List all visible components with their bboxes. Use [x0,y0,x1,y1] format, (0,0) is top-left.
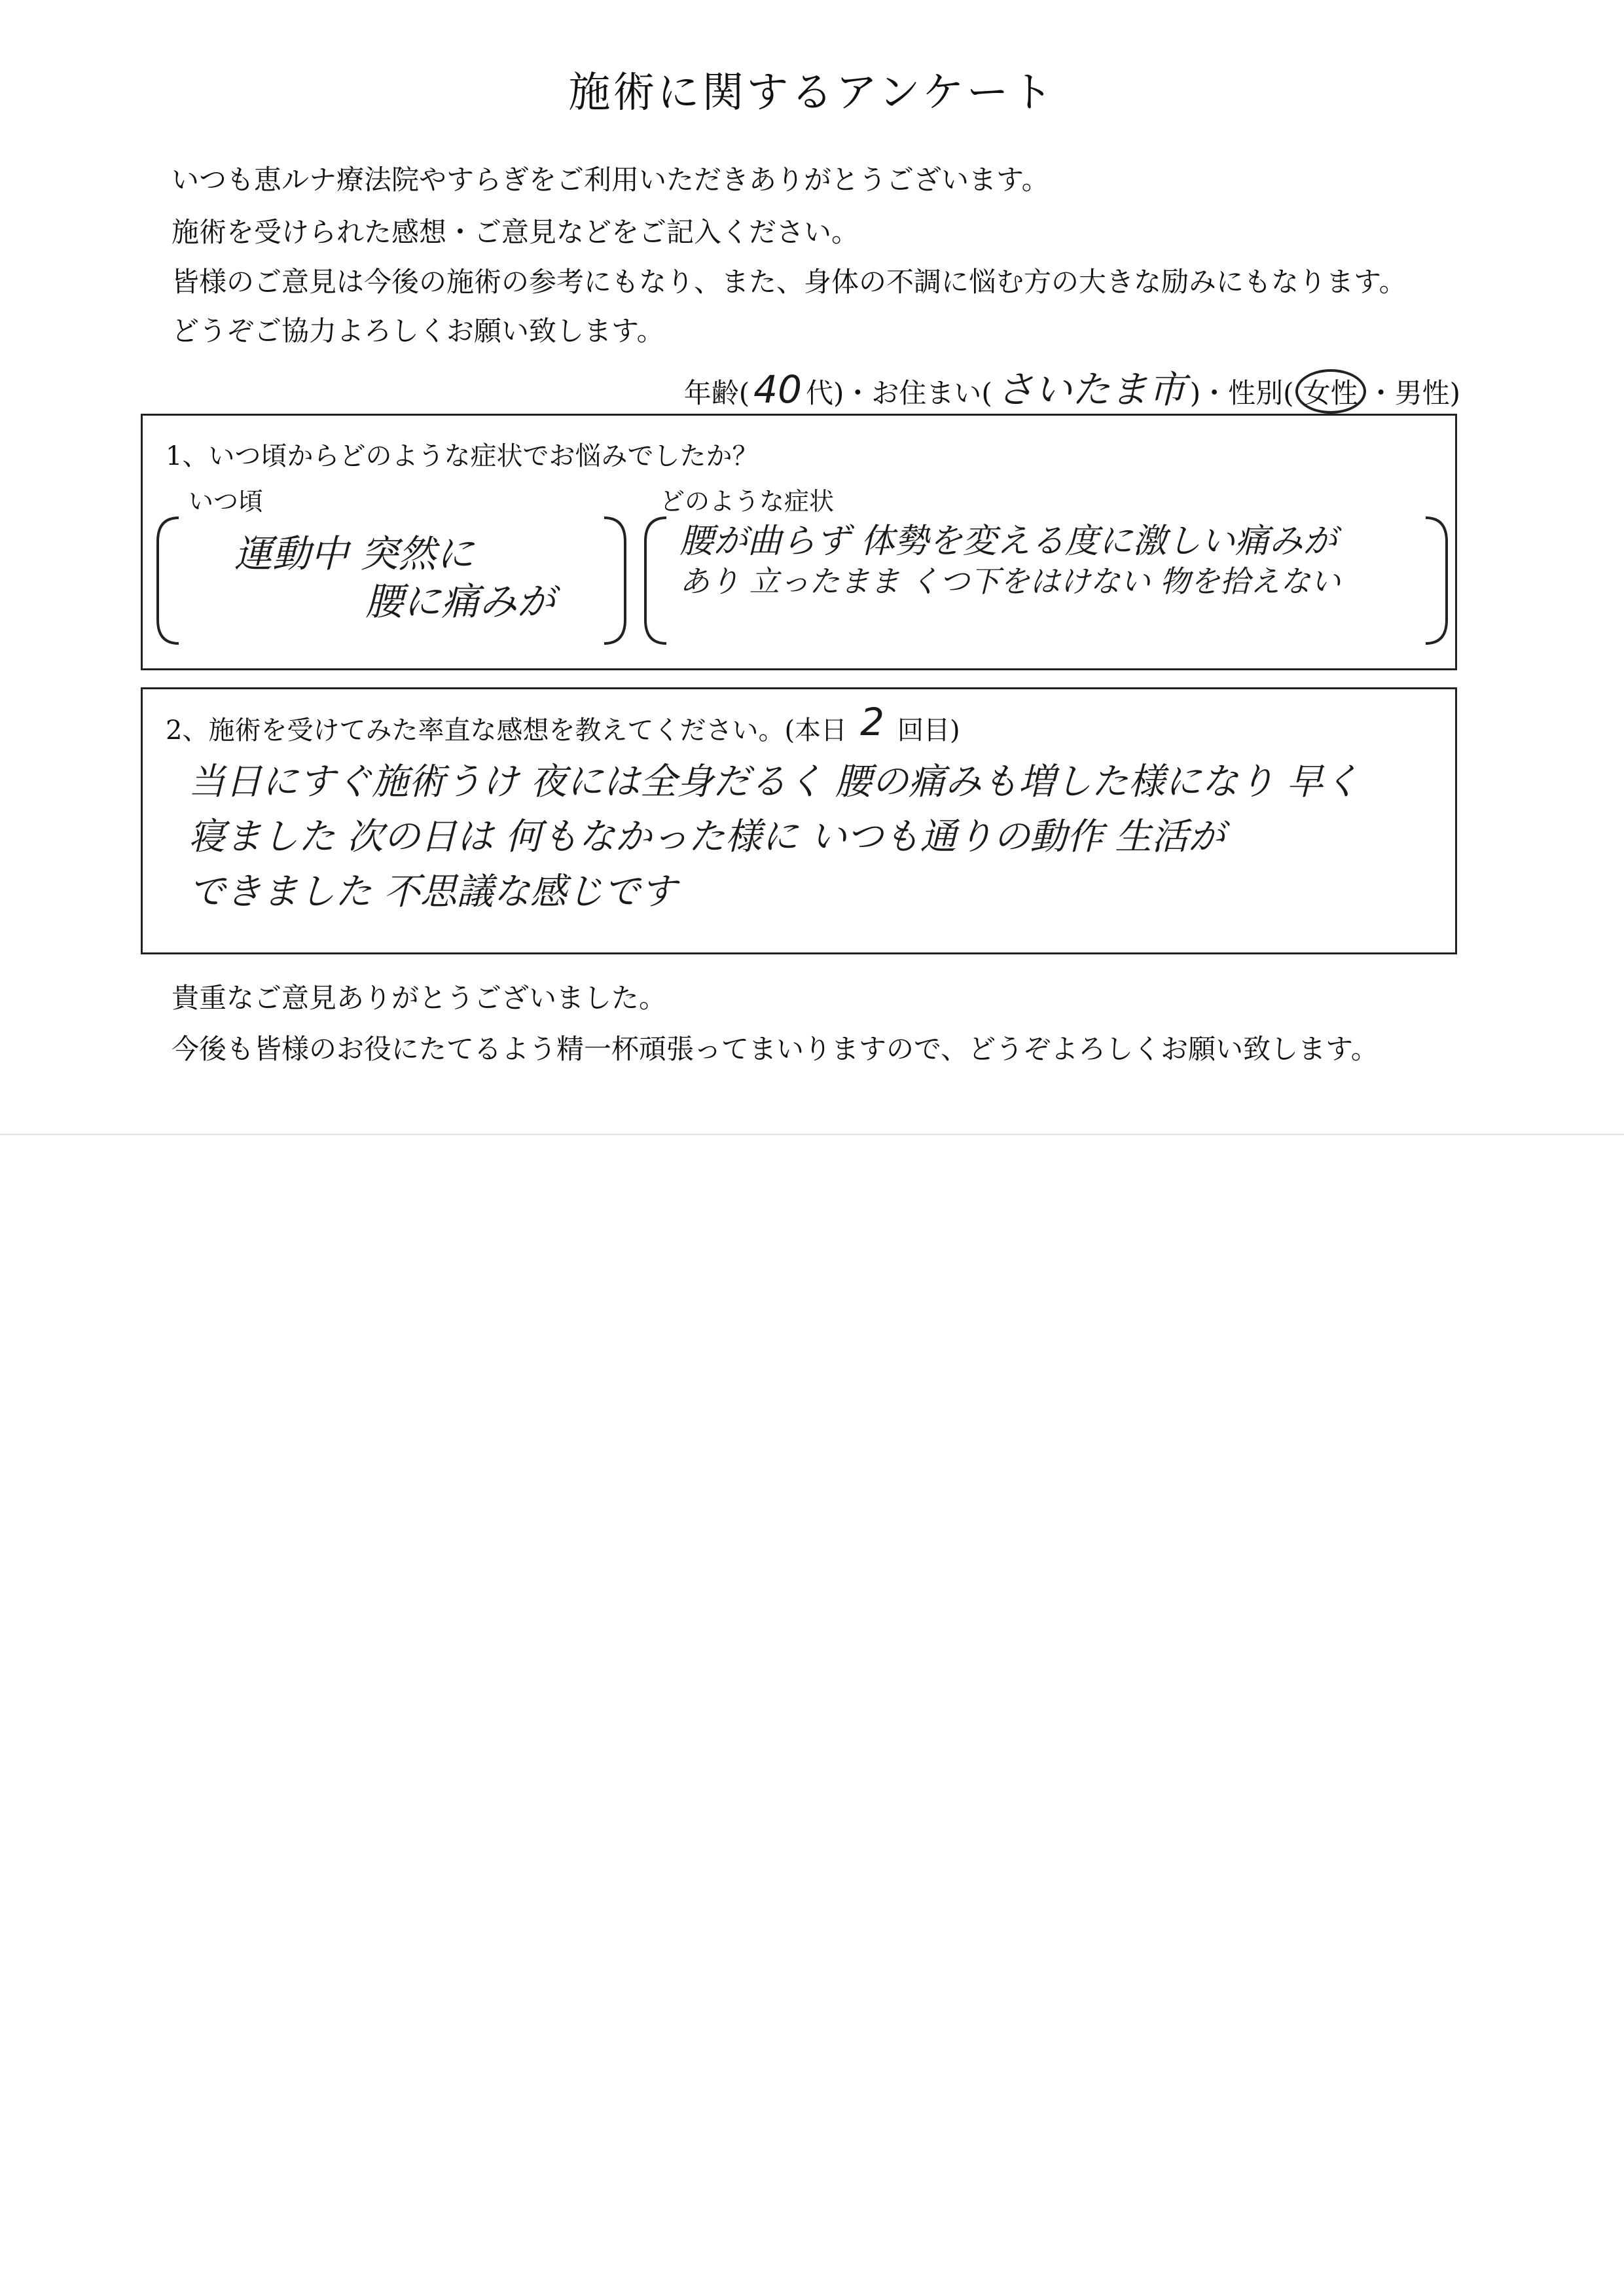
survey-title: 施術に関するアンケート [568,69,1056,117]
question-1-text: 1、いつ頃からどのような症状でお悩みでしたか？ [166,441,759,471]
symptom-answer-line: 腰が曲らず 体勢を変える度に激しい痛みが [679,522,1337,561]
closing-line: 今後も皆様のお役にたてるよう精一杯頑張ってまいりますので、どうぞよろしくお願い致します。 [171,1033,1379,1065]
when-answer-line: 腰に痛みが [365,579,556,624]
question-2-suffix: 回目) [897,715,960,746]
impression-answer[interactable] [189,755,1360,920]
age-suffix: 代)・お住まい( [805,377,992,409]
symptom-answer-line: あり 立ったまま くつ下をはけない 物を拾えない [679,564,1341,599]
when-answer-line: 運動中 突然に [234,532,475,576]
gender-option-male[interactable]: 男性 [1394,377,1450,409]
question-2-prefix: 2、施術を受けてみた率直な感想を教えてください。(本日 [166,715,848,746]
question-2-text [166,700,960,748]
visit-count-answer[interactable]: 2 [860,700,884,744]
when-label: いつ頃 [189,487,264,516]
question-2-box [141,687,1457,954]
demographics-row [684,359,1460,414]
symptom-answer[interactable] [679,520,1341,601]
gender-option-female[interactable]: 女性 [1295,369,1366,414]
page-divider [0,1134,1624,1135]
intro-line: どうぞご協力よろしくお願い致します。 [171,315,664,347]
age-label: 年齢( [683,377,750,409]
residence-answer[interactable]: さいたま市 [996,367,1186,412]
age-answer[interactable]: 40 [753,367,802,412]
when-answer[interactable] [234,530,555,625]
closing-line: 貴重なご意見ありがとうございました。 [171,982,667,1014]
residence-suffix: )・性別( [1189,377,1294,409]
gender-separator: ・ [1367,377,1395,409]
impression-answer-line: できました 不思議な感じです [189,871,677,913]
intro-line: 皆様のご意見は今後の施術の参考にもなり、また、身体の不調に悩む方の大きな励みにもなります。 [171,266,1407,298]
question-1-box [141,414,1457,670]
intro-line: 施術を受けられた感想・ご意見などをご記入ください。 [171,216,859,248]
symptom-label: どのような症状 [660,487,835,516]
impression-answer-line: 寝ました 次の日は 何もなかった様に いつも通りの動作 生活が [189,816,1225,858]
impression-answer-line: 当日にすぐ施術うけ 夜には全身だるく 腰の痛みも増した様になり 早く [189,761,1360,803]
gender-close: ) [1449,377,1460,409]
intro-line: いつも恵ルナ療法院やすらぎをご利用いただきありがとうございます。 [171,164,1049,196]
